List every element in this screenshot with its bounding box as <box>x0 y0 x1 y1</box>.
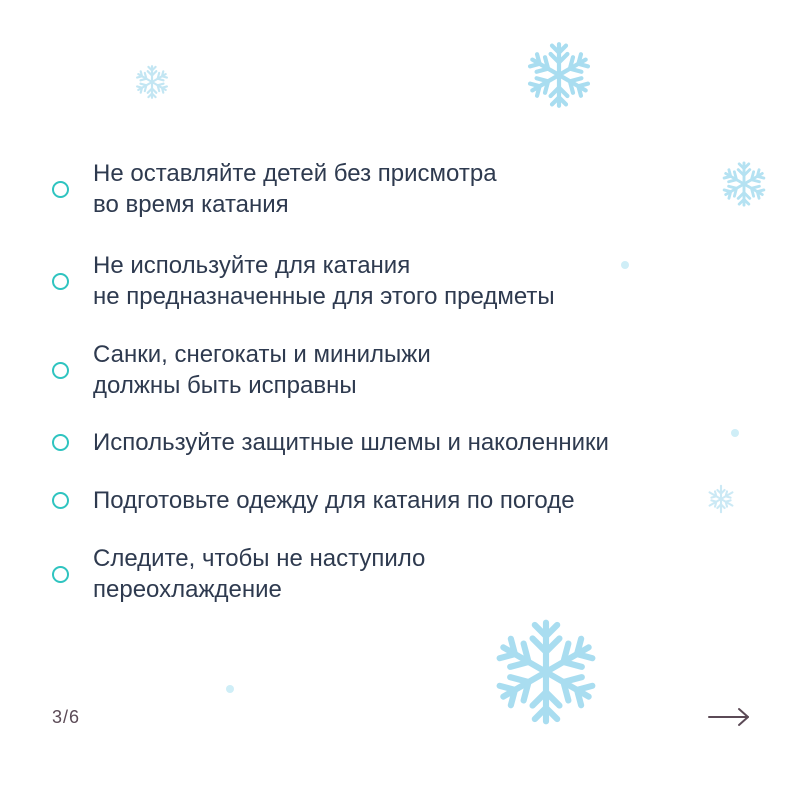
decorative-dot <box>731 429 739 437</box>
snowflake-icon <box>134 64 170 100</box>
circle-bullet-icon <box>52 492 69 509</box>
list-item-text: Не используйте для катания не предназначенные для этого предметы <box>93 252 555 310</box>
page-indicator: 3/6 <box>52 707 81 727</box>
list-item <box>52 339 431 401</box>
list-item <box>52 543 425 605</box>
circle-bullet-icon <box>52 362 69 379</box>
list-item-text: Используйте защитные шлемы и наколенники <box>93 429 609 456</box>
snowflake-icon <box>706 484 736 514</box>
list-item <box>52 250 555 312</box>
circle-bullet-icon <box>52 434 69 451</box>
circle-bullet-icon <box>52 273 69 290</box>
list-item-text: Следите, чтобы не наступило переохлаждение <box>93 545 426 603</box>
list-item-text: Подготовьте одежду для катания по погоде <box>93 487 575 514</box>
list-item <box>52 427 609 458</box>
circle-bullet-icon <box>52 181 69 198</box>
list-item <box>52 158 497 220</box>
list-item <box>52 485 575 516</box>
snowflake-icon <box>720 160 768 208</box>
decorative-dot <box>226 685 234 693</box>
circle-bullet-icon <box>52 566 69 583</box>
snowflake-icon <box>524 40 594 110</box>
list-item-text: Не оставляйте детей без присмотра во время катания <box>93 160 497 218</box>
snowflake-icon <box>490 616 602 728</box>
decorative-dot <box>621 261 629 269</box>
arrow-right-icon[interactable] <box>707 706 751 728</box>
list-item-text: Санки, снегокаты и минилыжи должны быть исправны <box>93 341 431 399</box>
